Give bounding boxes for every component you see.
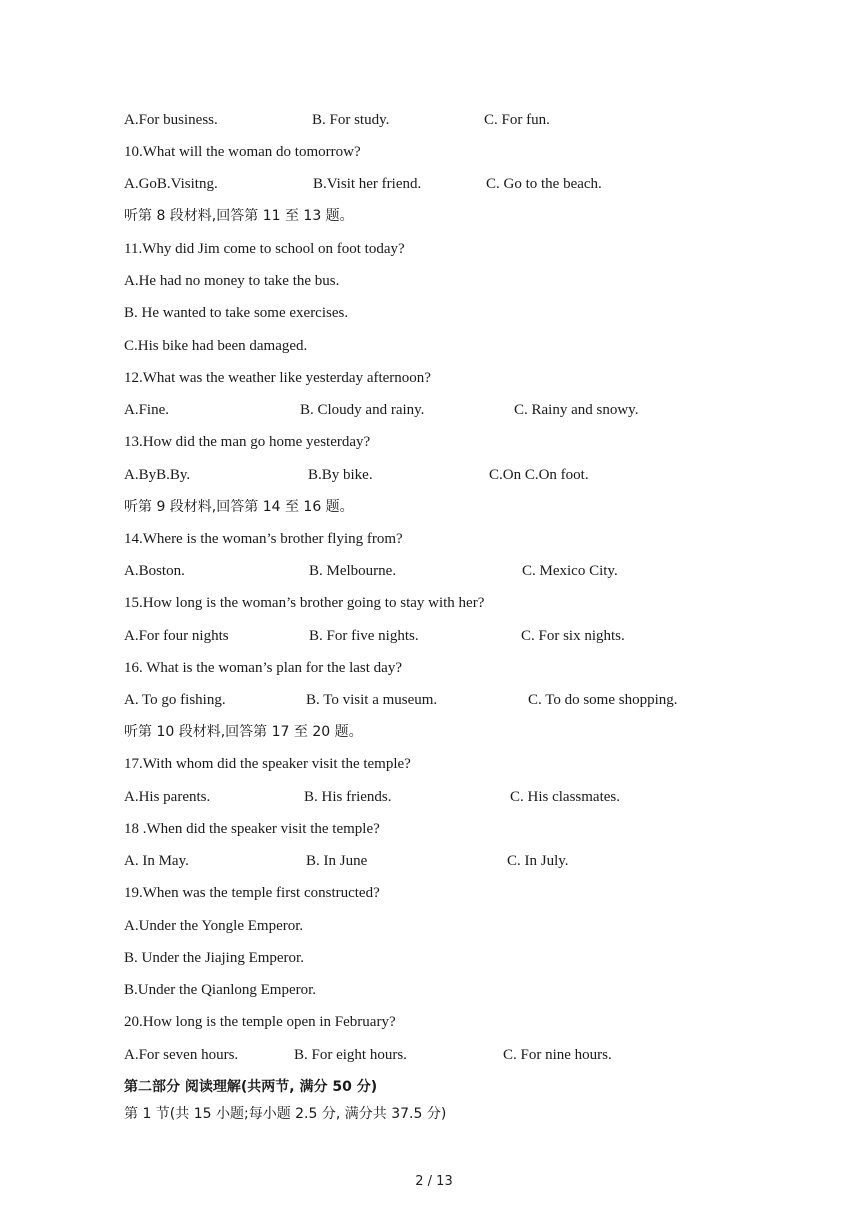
q19-option-b: B. Under the Jiajing Emperor.: [124, 950, 304, 966]
q10-option-c: C. Go to the beach.: [486, 176, 602, 192]
page-number: 2 / 13: [415, 1174, 453, 1189]
q15-question: 15.How long is the woman’s brother going to stay with her?: [124, 595, 485, 611]
q9-option-a: A.For business.: [124, 112, 218, 128]
q14-option-b: B. Melbourne.: [309, 563, 397, 579]
q16-option-c: C. To do some shopping.: [528, 692, 678, 708]
q16-question: 16. What is the woman’s plan for the last day?: [124, 660, 402, 676]
q15-option-b: B. For five nights.: [309, 628, 419, 644]
q9-option-c: C. For fun.: [484, 112, 550, 128]
q17-option-a: A.His parents.: [124, 789, 211, 805]
q15-option-c: C. For six nights.: [521, 628, 625, 644]
q11-option-a: A.He had no money to take the bus.: [124, 273, 340, 289]
q12-option-a: A.Fine.: [124, 402, 169, 418]
q15-option-a: A.For four nights: [124, 628, 229, 644]
q16-option-a: A. To go fishing.: [124, 692, 226, 708]
q20-question: 20.How long is the temple open in February?: [124, 1014, 396, 1030]
section-10-heading: 听第 10 段材料,回答第 17 至 20 题。: [124, 724, 363, 740]
section-9-heading: 听第 9 段材料,回答第 14 至 16 题。: [124, 499, 354, 515]
q18-option-b: B. In June: [306, 853, 368, 869]
q13-option-b: B.By bike.: [308, 467, 373, 483]
q14-option-a: A.Boston.: [124, 563, 185, 579]
q14-question: 14.Where is the woman’s brother flying from?: [124, 531, 403, 547]
part-2-heading: 第二部分 阅读理解(共两节, 满分 50 分): [124, 1079, 378, 1095]
q11-question: 11.Why did Jim come to school on foot today?: [124, 241, 405, 257]
q14-option-c: C. Mexico City.: [522, 563, 618, 579]
q11-option-c: C.His bike had been damaged.: [124, 338, 308, 354]
q13-option-a: A.ByB.By.: [124, 467, 191, 483]
q12-option-c: C. Rainy and snowy.: [514, 402, 639, 418]
q18-question: 18 .When did the speaker visit the temple?: [124, 821, 380, 837]
q10-option-b: B.Visit her friend.: [313, 176, 422, 192]
q13-option-c: C.On C.On foot.: [489, 467, 589, 483]
q12-question: 12.What was the weather like yesterday afternoon?: [124, 370, 431, 386]
q11-option-b: B. He wanted to take some exercises.: [124, 305, 349, 321]
q17-option-b: B. His friends.: [304, 789, 392, 805]
q20-option-c: C. For nine hours.: [503, 1047, 612, 1063]
q10-question: 10.What will the woman do tomorrow?: [124, 144, 361, 160]
section-8-heading: 听第 8 段材料,回答第 11 至 13 题。: [124, 208, 354, 224]
q13-question: 13.How did the man go home yesterday?: [124, 434, 371, 450]
q19-option-c: B.Under the Qianlong Emperor.: [124, 982, 317, 998]
q9-option-b: B. For study.: [312, 112, 390, 128]
q12-option-b: B. Cloudy and rainy.: [300, 402, 425, 418]
q20-option-b: B. For eight hours.: [294, 1047, 407, 1063]
q17-option-c: C. His classmates.: [510, 789, 620, 805]
q10-option-a: A.GoB.Visitng.: [124, 176, 218, 192]
section-1-heading: 第 1 节(共 15 小题;每小题 2.5 分, 满分共 37.5 分): [124, 1106, 447, 1122]
q19-option-a: A.Under the Yongle Emperor.: [124, 918, 304, 934]
q16-option-b: B. To visit a museum.: [306, 692, 438, 708]
q19-question: 19.When was the temple first constructed?: [124, 885, 380, 901]
q18-option-a: A. In May.: [124, 853, 189, 869]
q18-option-c: C. In July.: [507, 853, 569, 869]
q20-option-a: A.For seven hours.: [124, 1047, 239, 1063]
q17-question: 17.With whom did the speaker visit the temple?: [124, 756, 411, 772]
